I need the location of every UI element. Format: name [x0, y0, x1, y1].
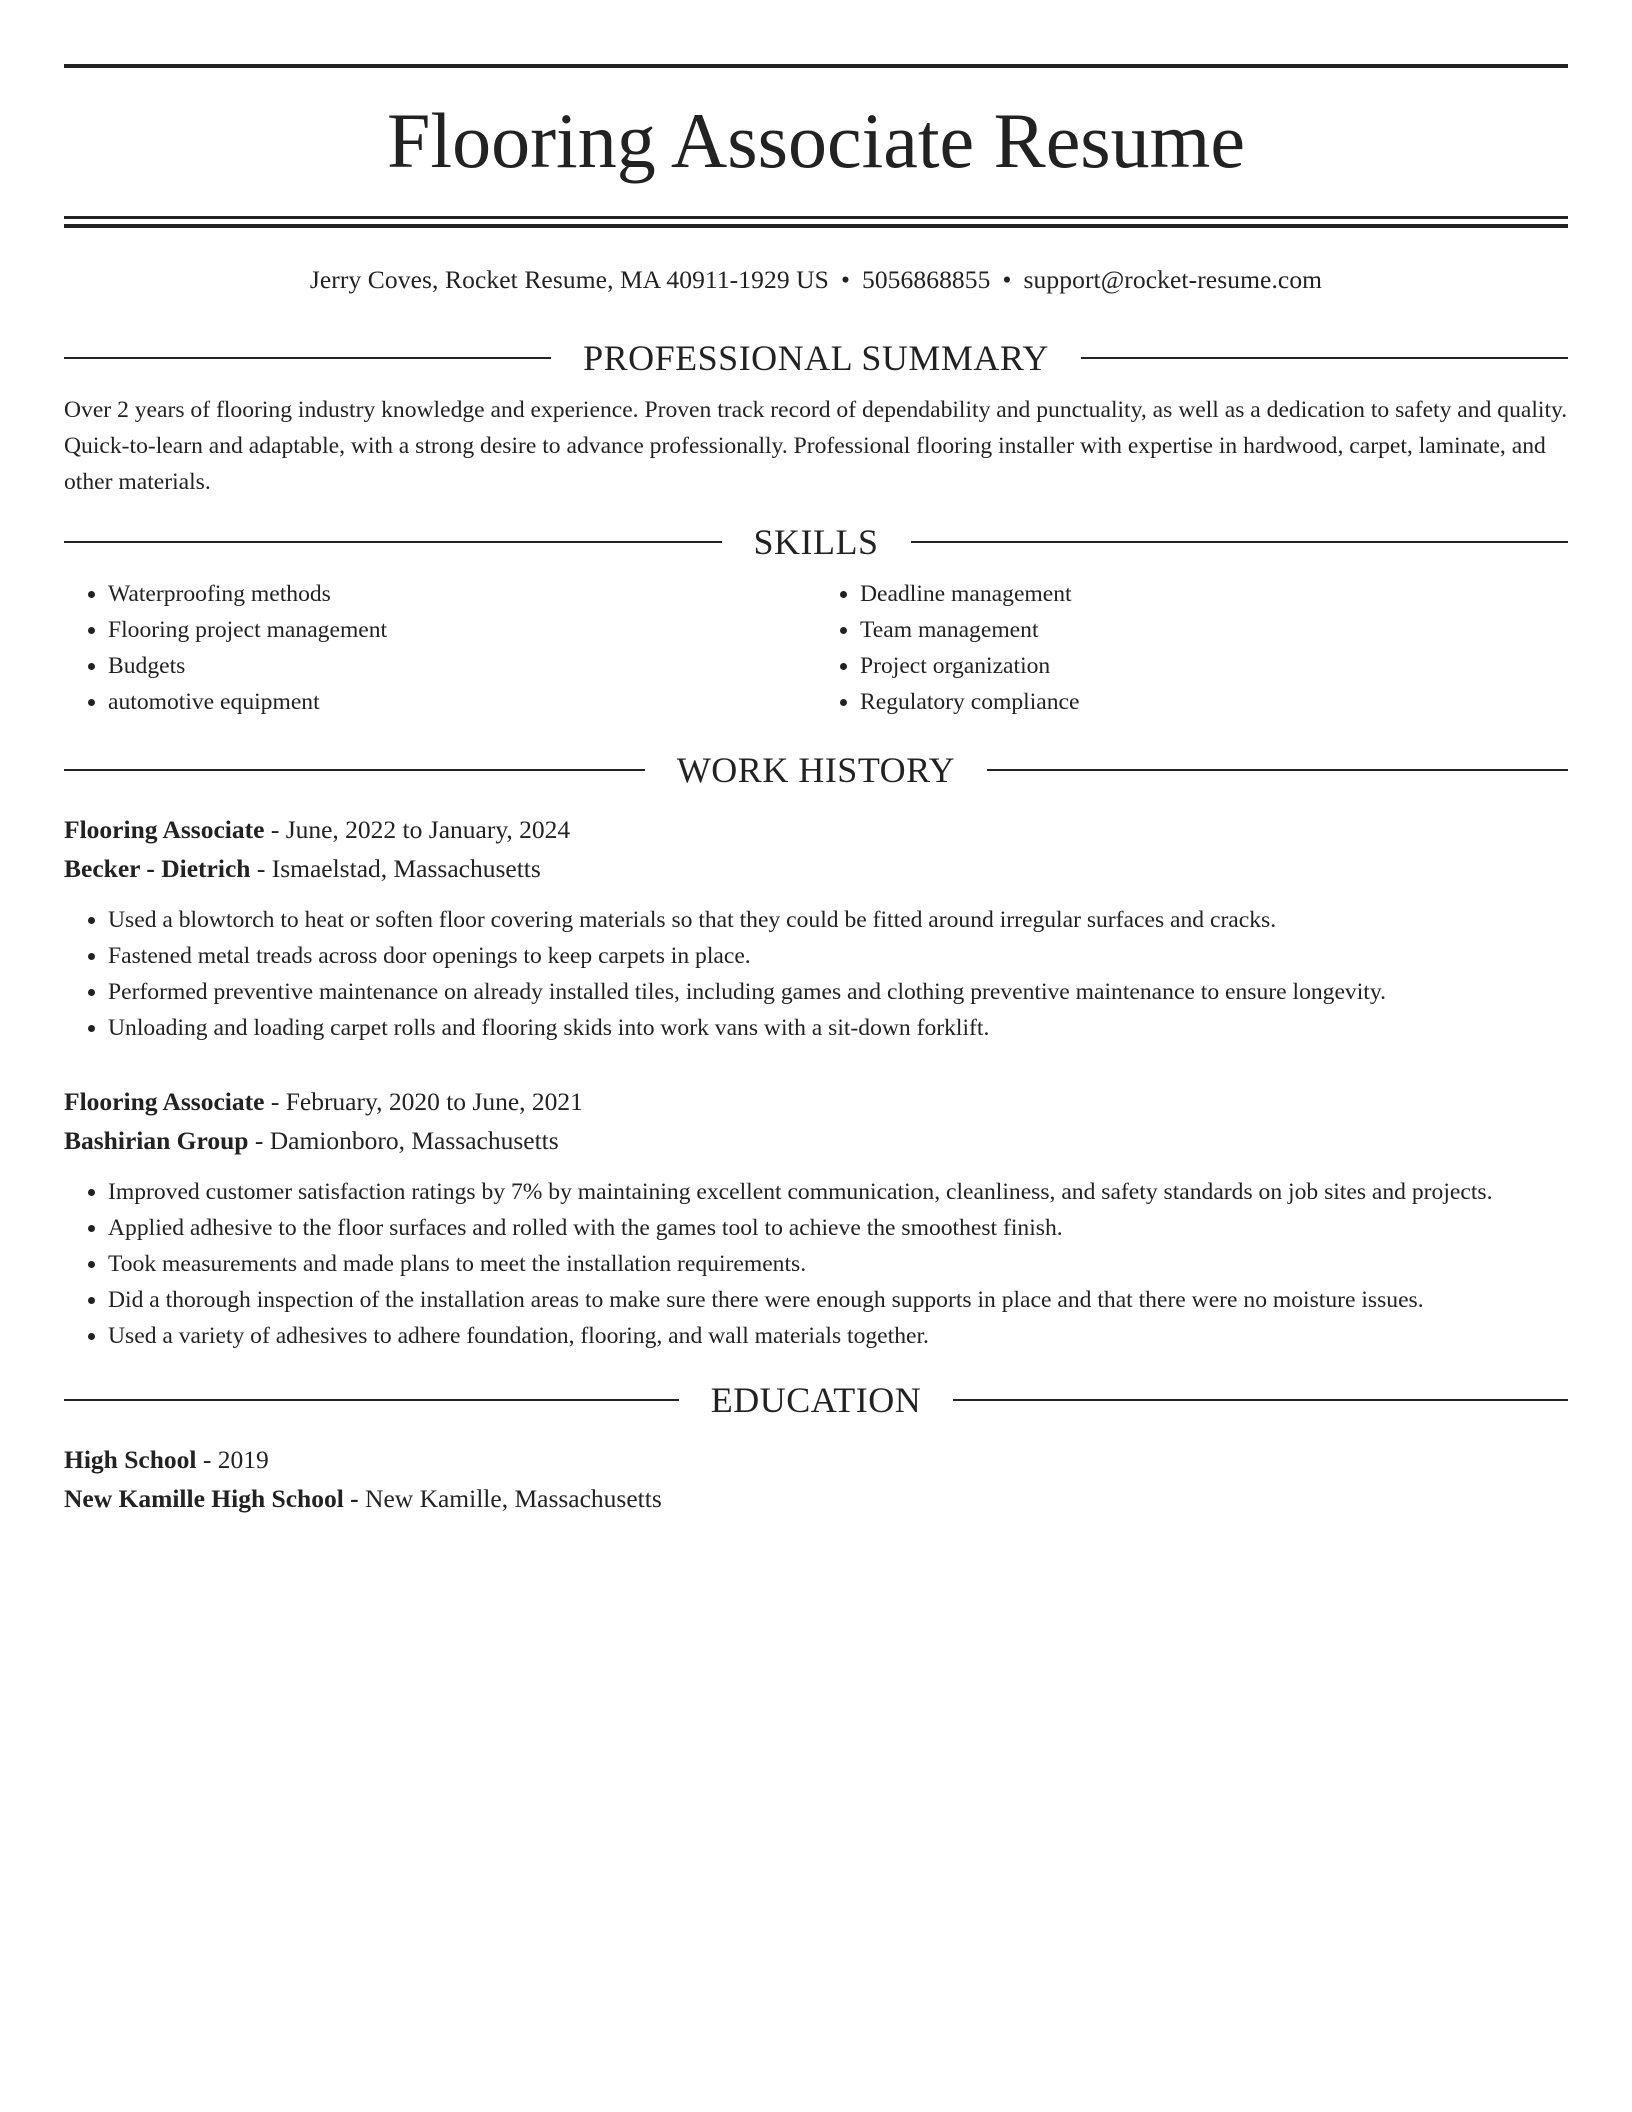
education-year: - 2019	[196, 1445, 269, 1474]
job-title-line	[64, 810, 1568, 849]
contact-separator: •	[1002, 265, 1012, 294]
section-title: WORK HISTORY	[676, 750, 956, 790]
skills-left-list	[64, 576, 816, 720]
heading-rule-right	[953, 1399, 1568, 1401]
job-title-line	[64, 1082, 1568, 1121]
heading-rule-right	[1081, 357, 1568, 359]
list-item: • automotive equipment	[108, 684, 816, 720]
contact-line	[64, 264, 1568, 296]
summary-text: Over 2 years of flooring industry knowledge and experience. Proven track record of dependability and punctuality, as well as a dedication to safety and quality. Quick-to-learn and adaptable, with a strong desire to advance professionally. Professional flooring installer with expertise in hardwood, carpet, laminate, and other materials.	[64, 397, 1568, 495]
job-company-line	[64, 1121, 1568, 1160]
list-item: • Flooring project management	[108, 612, 816, 648]
education-degree-line	[64, 1440, 1568, 1479]
list-item: • Deadline management	[860, 576, 1568, 612]
list-item: • Used a blowtorch to heat or soften floor covering materials so that they could be fitted around irregular surfaces and cracks.	[108, 902, 1568, 938]
section-title: EDUCATION	[710, 1380, 922, 1420]
heading-rule-left	[64, 769, 645, 771]
list-item: • Performed preventive maintenance on already installed tiles, including games and clothing preventive maintenance to ensure longevity.	[108, 974, 1568, 1010]
section-heading-work	[64, 748, 1568, 792]
list-item: • Budgets	[108, 648, 816, 684]
job-dates: - June, 2022 to January, 2024	[264, 815, 571, 844]
education-entry	[64, 1440, 1568, 1518]
list-item: • Did a thorough inspection of the installation areas to make sure there were enough supports in place and that there were no moisture issues.	[108, 1282, 1568, 1318]
job-bullets	[64, 1174, 1568, 1354]
section-title: SKILLS	[753, 522, 879, 562]
education-location: New Kamille, Massachusetts	[365, 1484, 662, 1513]
list-item: • Applied adhesive to the floor surfaces and rolled with the games tool to achieve the smoothest finish.	[108, 1210, 1568, 1246]
heading-rule-left	[64, 541, 722, 543]
job-company: Becker - Dietrich	[64, 854, 251, 883]
list-item: • Project organization	[860, 648, 1568, 684]
resume-page	[64, 64, 1568, 1518]
job-title: Flooring Associate	[64, 1087, 265, 1116]
list-item: • Team management	[860, 612, 1568, 648]
section-title: PROFESSIONAL SUMMARY	[583, 338, 1049, 378]
job-entry	[64, 1082, 1568, 1354]
job-location: - Ismaelstad, Massachusetts	[250, 854, 541, 883]
contact-phone: 5056868855	[861, 265, 991, 294]
heading-rule-left	[64, 1399, 679, 1401]
resume-title: Flooring Associate Resume	[387, 97, 1245, 184]
list-item: • Took measurements and made plans to meet the installation requirements.	[108, 1246, 1568, 1282]
job-company: Bashirian Group	[64, 1126, 249, 1155]
heading-rule-right	[987, 769, 1568, 771]
list-item: • Used a variety of adhesives to adhere foundation, flooring, and wall materials together.	[108, 1318, 1568, 1354]
contact-address: Jerry Coves, Rocket Resume, MA 40911-1929 US	[309, 265, 829, 294]
list-item: • Unloading and loading carpet rolls and flooring skids into work vans with a sit-down forklift.	[108, 1010, 1568, 1046]
list-item: • Improved customer satisfaction ratings by 7% by maintaining excellent communication, cleanliness, and safety standards on job sites and projects.	[108, 1174, 1568, 1210]
education-school-line	[64, 1479, 1568, 1518]
education-school	[64, 1484, 365, 1513]
education-school-separator: -	[343, 1484, 366, 1513]
section-heading-summary	[64, 336, 1568, 380]
skills-right-list	[816, 576, 1568, 720]
title-double-rule	[64, 216, 1568, 228]
job-location: - Damionboro, Massachusetts	[248, 1126, 559, 1155]
list-item: • Waterproofing methods	[108, 576, 816, 612]
job-bullets	[64, 902, 1568, 1046]
job-entry	[64, 810, 1568, 1046]
heading-rule-right	[911, 541, 1569, 543]
job-title: Flooring Associate	[64, 815, 265, 844]
job-dates: - February, 2020 to June, 2021	[264, 1087, 583, 1116]
education-school-name: New Kamille High School	[64, 1484, 344, 1513]
section-heading-skills	[64, 520, 1568, 564]
skills-columns	[64, 576, 1568, 720]
top-rule	[64, 64, 1568, 68]
list-item: • Fastened metal treads across door openings to keep carpets in place.	[108, 938, 1568, 974]
contact-separator: •	[840, 265, 850, 294]
job-company-line	[64, 849, 1568, 888]
heading-rule-left	[64, 357, 551, 359]
contact-email: support@rocket-resume.com	[1023, 265, 1323, 294]
education-degree: High School	[64, 1445, 197, 1474]
list-item: • Regulatory compliance	[860, 684, 1568, 720]
section-heading-education	[64, 1378, 1568, 1422]
